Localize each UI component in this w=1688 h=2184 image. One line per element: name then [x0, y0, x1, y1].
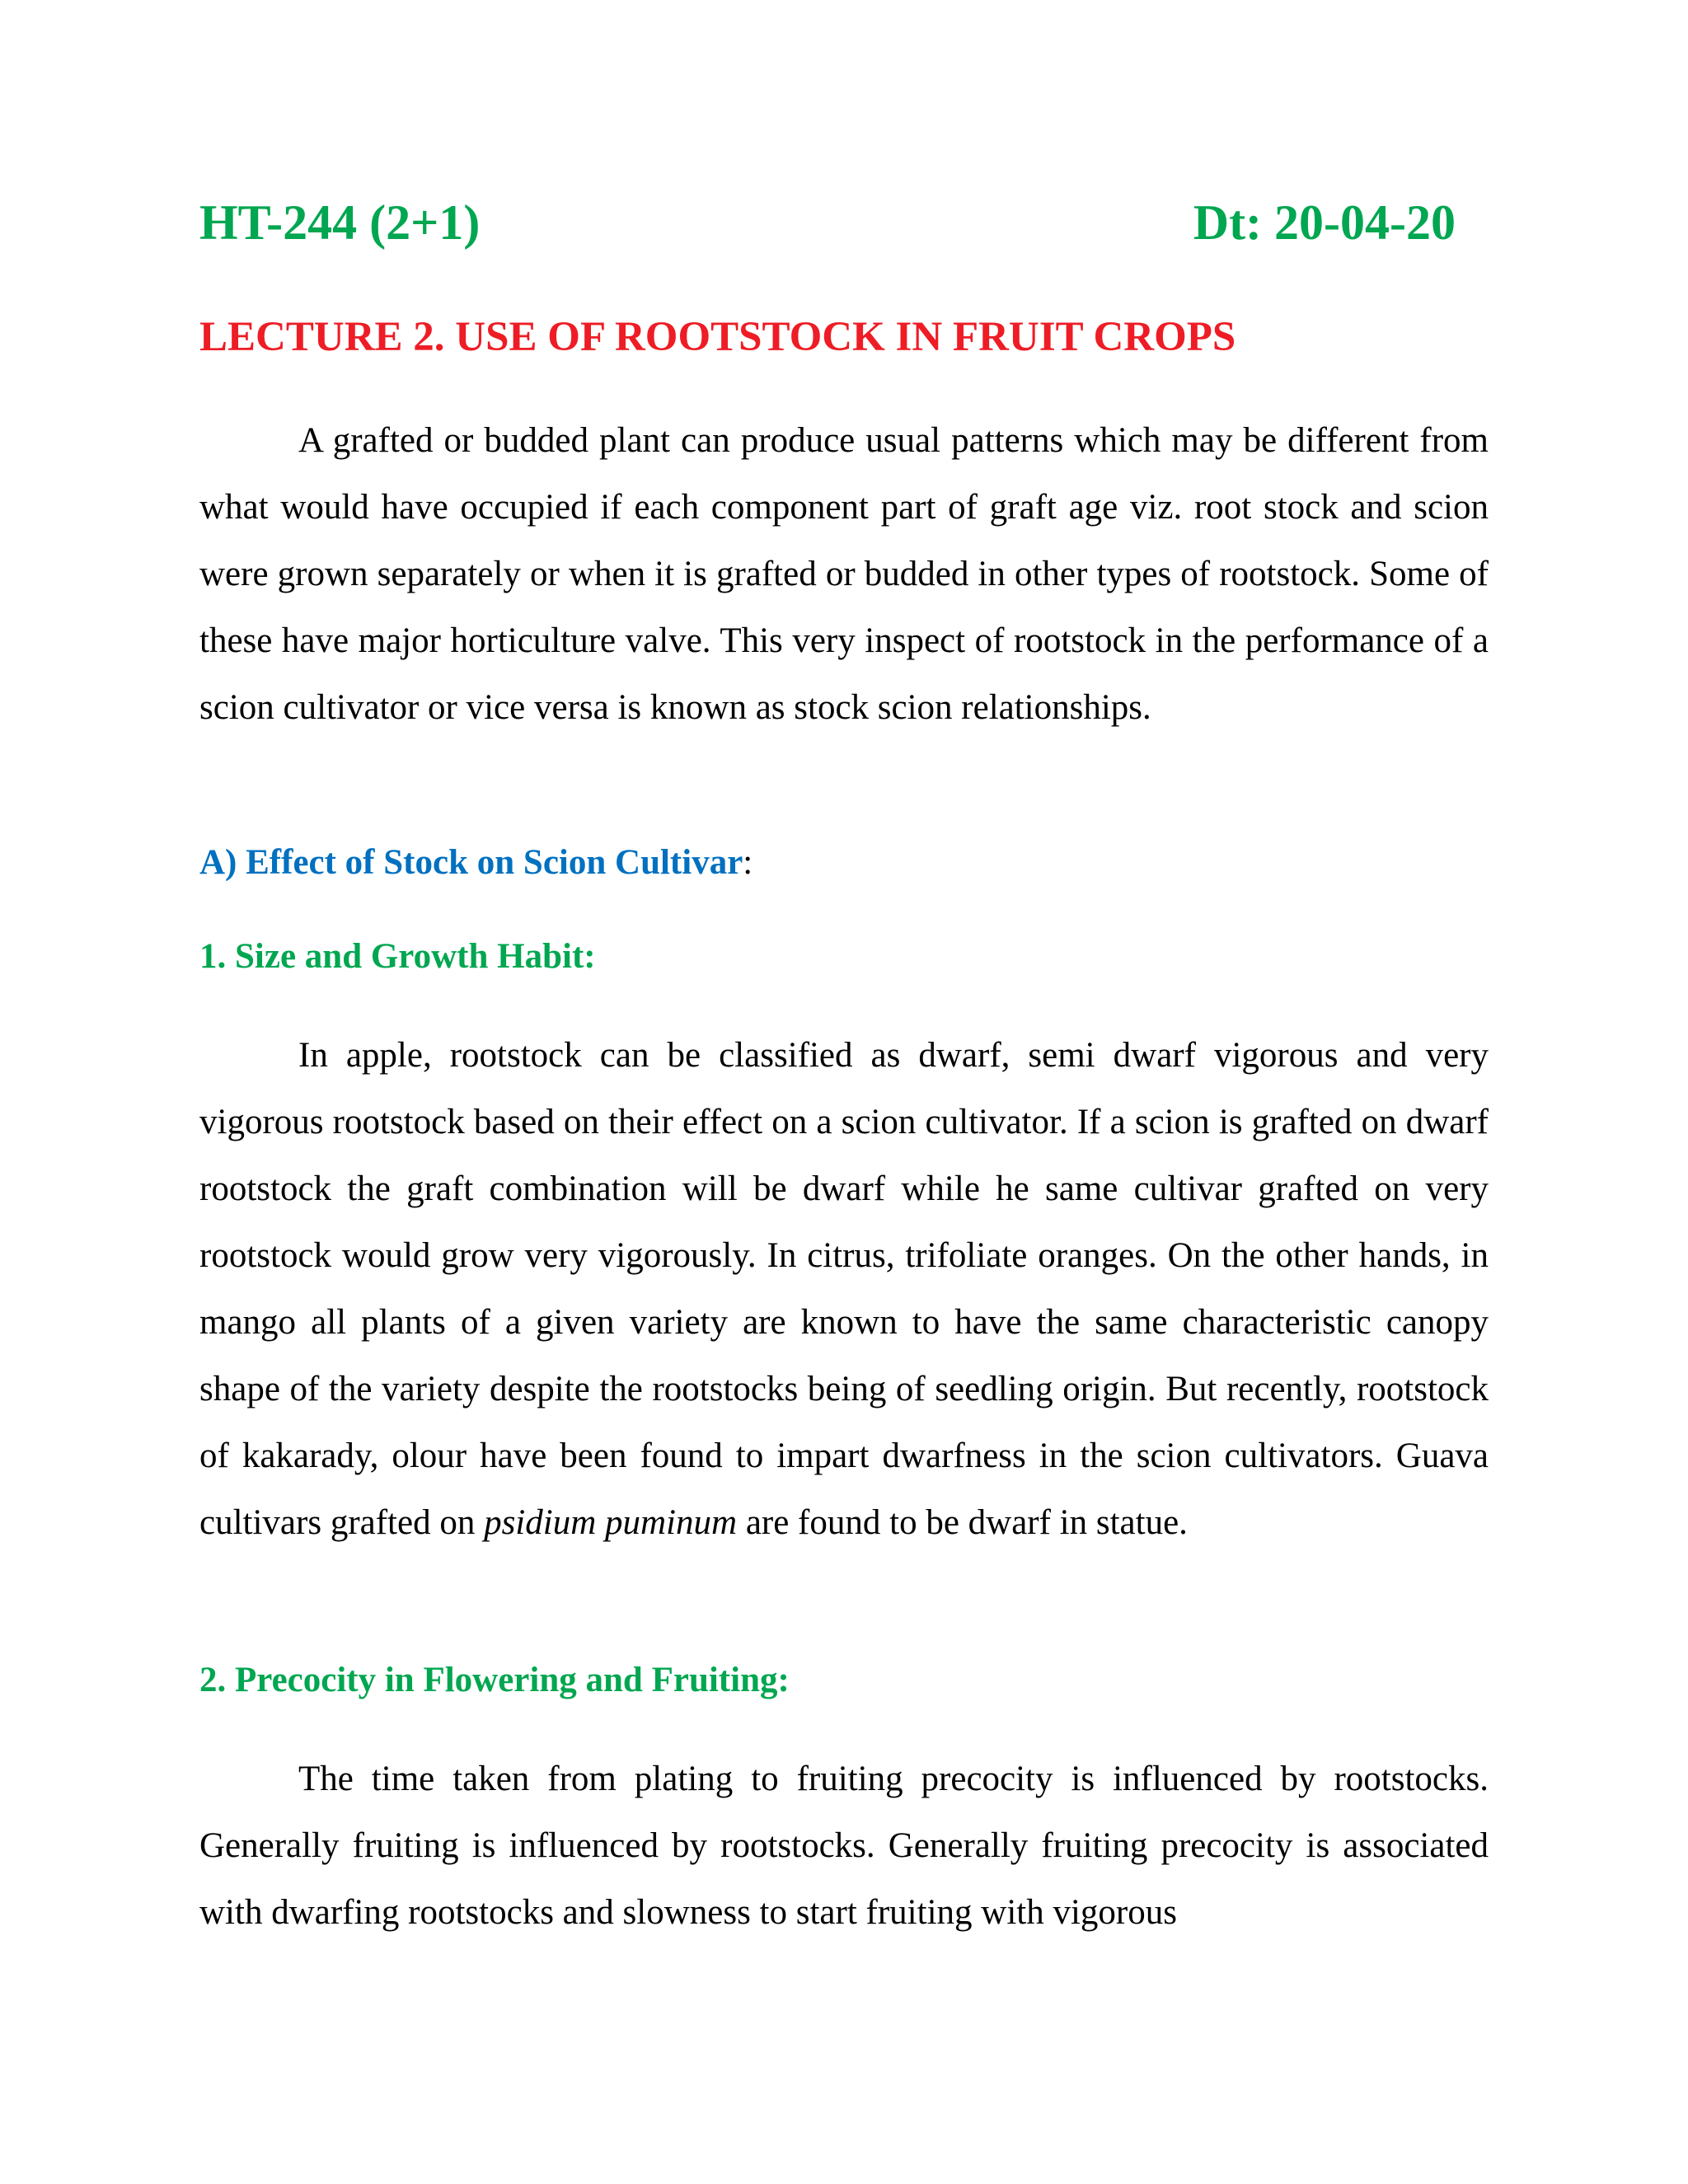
header-row [199, 194, 1456, 260]
size-growth-text-end: are found to be dwarf in statue. [745, 1503, 1188, 1542]
course-code: HT-244 (2+1) [199, 195, 481, 250]
size-growth-text: In apple, rootstock can be classified as dwarf, semi dwarf vigorous and very vigorous rootstock based on their effect on a scion cultivator. If a scion is grafted on dwarf rootstock the graft combination will be dwarf while he same cultivar grafted on very rootstock would grow very vigorously. In citrus, trifoliate oranges. On the other hands, in mango all plants of a given variety are known to have the same characteristic canopy shape of the variety despite the rootstocks being of seedling origin. But recently, rootstock of kakarady, olour have been found to impart dwarfness in the scion cultivators. Guava cultivars grafted on [199, 1036, 1489, 1542]
lecture-title: LECTURE 2. USE OF ROOTSTOCK IN FRUIT CROPS [199, 314, 1236, 360]
intro-paragraph: A grafted or budded plant can produce usual patterns which may be different from what would have occupied if each component part of graft age viz. root stock and scion were grown separately or when it is grafted or budded in other types of rootstock. Some of these have major horticulture valve. This very inspect of rootstock in the performance of a scion cultivator or vice versa is known as stock scion relationships. [199, 421, 1489, 727]
subsection-1-heading: 1. Size and Growth Habit: [199, 937, 596, 976]
species-name: psidium puminum [484, 1503, 738, 1542]
section-a-heading [199, 842, 753, 883]
lecture-date: Dt: 20-04-20 [1193, 195, 1456, 250]
precocity-paragraph: The time taken from plating to fruiting precocity is influenced by rootstocks. Generally fruiting is influenced by rootstocks. Generally fruiting precocity is associated with dwarfing rootstocks and slowness to start fruiting with vigorous [199, 1760, 1489, 1932]
section-a-colon: : [743, 843, 753, 882]
size-growth-paragraph [199, 1022, 1489, 1556]
subsection-2-heading: 2. Precocity in Flowering and Fruiting: [199, 1661, 790, 1699]
section-a-heading-text: A) Effect of Stock on Scion Cultivar [199, 843, 743, 882]
